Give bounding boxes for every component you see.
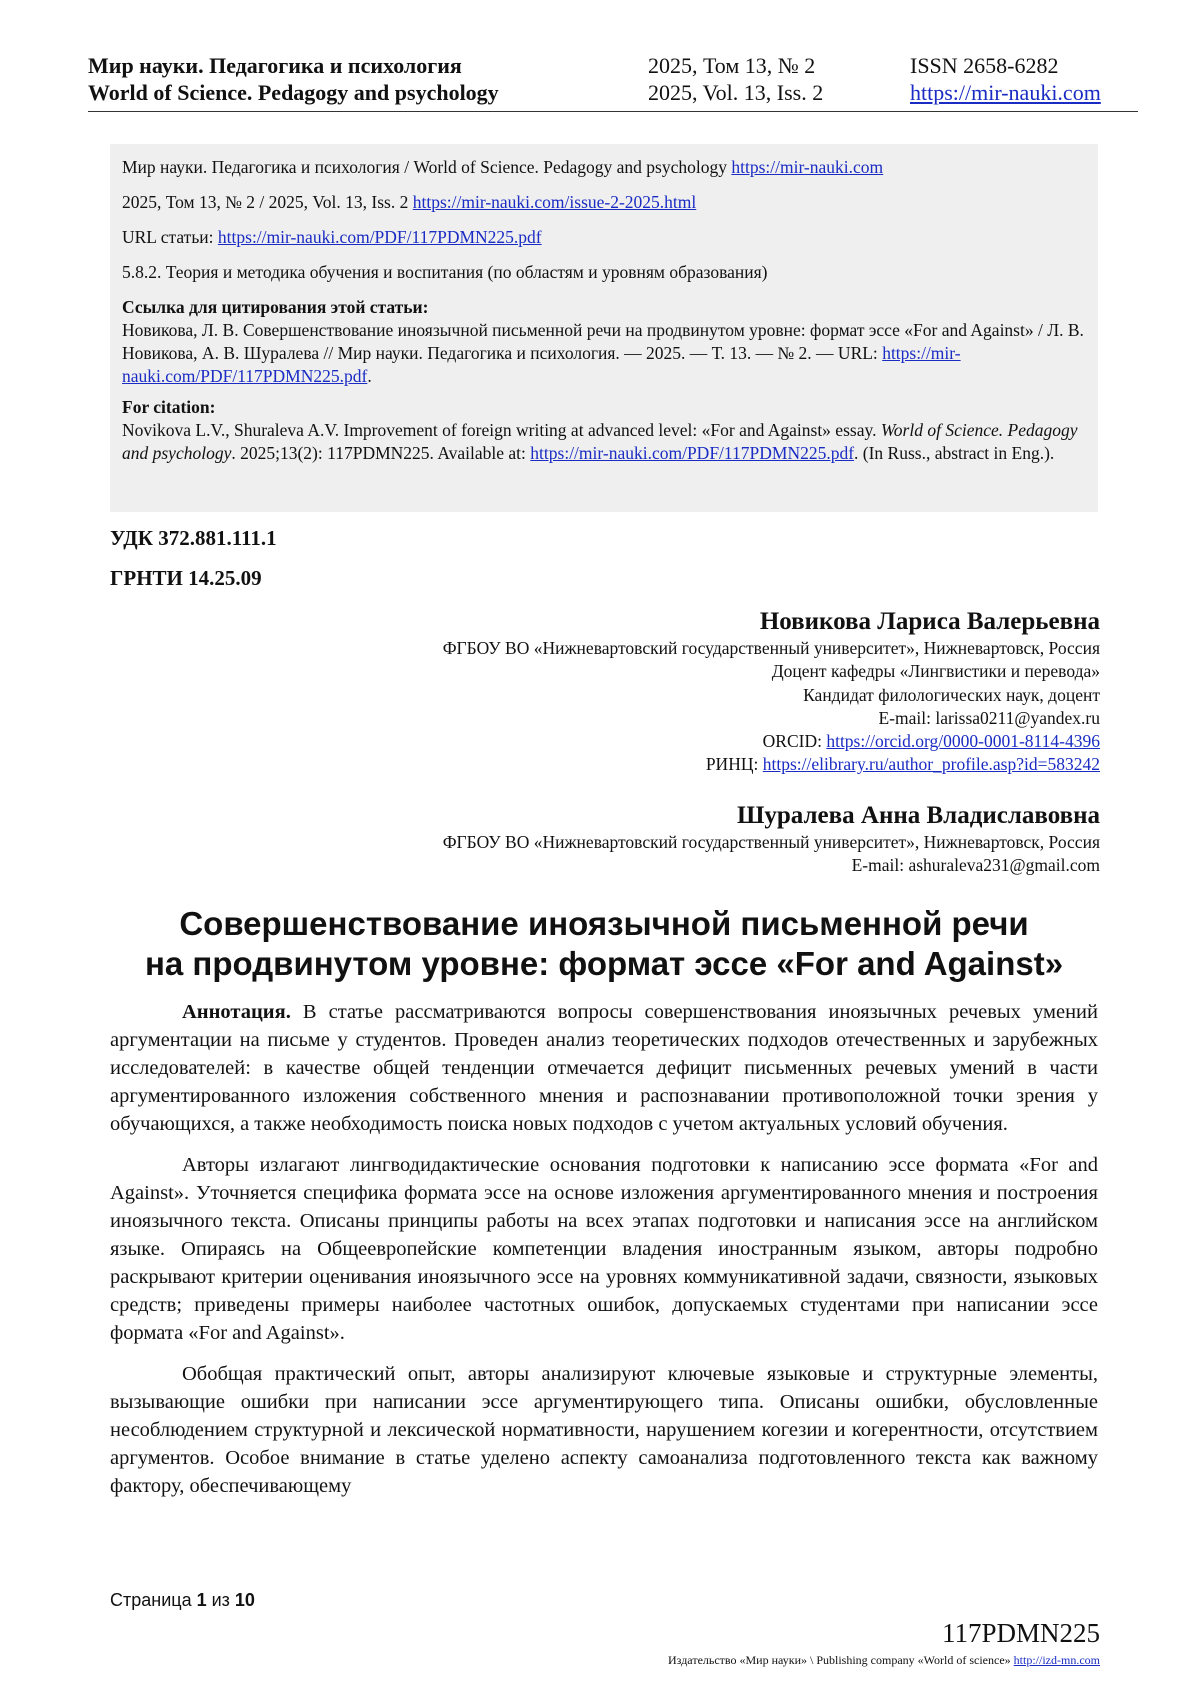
orcid-link[interactable]: https://orcid.org/0000-0001-8114-4396 bbox=[826, 731, 1100, 752]
citation-ru-heading: Ссылка для цитирования этой статьи: bbox=[122, 297, 429, 317]
issn: ISSN 2658-6282 bbox=[910, 53, 1059, 78]
publisher-line: Издательство «Мир науки» \ Publishing company «World of science» http://izd-mn.com bbox=[668, 1653, 1100, 1667]
author-1-block bbox=[443, 607, 1100, 777]
running-header bbox=[88, 52, 1138, 114]
author-1-name: Новикова Лариса Валерьевна bbox=[759, 608, 1100, 635]
author-1-orcid: ORCID: https://orcid.org/0000-0001-8114-4396 bbox=[762, 731, 1100, 752]
journal-name bbox=[88, 52, 499, 106]
page-counter: Страница 1 из 10 bbox=[110, 1590, 255, 1610]
article-title bbox=[110, 904, 1098, 984]
journal-link[interactable]: https://mir-nauki.com bbox=[731, 157, 884, 177]
abstract-paragraph-2: Авторы излагают лингводидактические основания подготовки к написанию эссе формата «For and Against». Уточняется специфика формата эссе на основе изложения аргументированного мнения и построения иноязычного текста. Описаны принципы работы на всех этапах подготовки и написания эссе на английском языке. Опираясь на Общеевропейские компетенции владения иностранным языком, авторы подробно раскрывают критерии оценивания иноязычного эссе на уровнях коммуникативной задачи, связности, языковых средств; приведены примеры наиболее частотных ошибок, допускаемых студентами при написании эссе формата «For and Against». bbox=[110, 1154, 1098, 1344]
infobox-url: URL статьи: https://mir-nauki.com/PDF/117PDMN225.pdf bbox=[122, 227, 542, 247]
abstract-paragraph-1: Аннотация. В статье рассматриваются вопросы совершенствования иноязычных речевых умений аргументации на письме у студентов. Проведен анализ теоретических подходов отечественных и зарубежных исследователей: в качестве общей тенденции отмечается дефицит письменных речевых умений в части аргументированного изложения собственного мнения и распознавании противоположной точки зрения у обучающихся, а также необходимость поиска новых подходов с учетом актуальных условий обучения. bbox=[110, 1001, 1098, 1135]
citation-en-link[interactable]: https://mir-nauki.com/PDF/117PDMN225.pdf bbox=[530, 443, 855, 463]
citation-infobox bbox=[110, 144, 1098, 512]
infobox-issue: 2025, Том 13, № 2 / 2025, Vol. 13, Iss. 2 https://mir-nauki.com/issue-2-2025.html bbox=[122, 192, 697, 212]
infobox-speciality: 5.8.2. Теория и методика обучения и воспитания (по областям и уровням образования) bbox=[122, 262, 768, 282]
author-2-org: ФГБОУ ВО «Нижневартовский государственный университет», Нижневартовск, Россия bbox=[442, 832, 1100, 852]
issn-block bbox=[910, 52, 1101, 106]
title-line-1: Совершенствование иноязычной письменной речи bbox=[179, 905, 1029, 942]
abstract-paragraph-3: Обобщая практический опыт, авторы анализируют ключевые языковые и структурные элементы, вызывающие ошибки при написании эссе аргументирующего типа. Описаны ошибки, обусловленные несоблюдением структурной и лексической нормативности, нарушением когезии и когерентности, отсутствием аргументов. Особое внимание в статье уделено аспекту самоанализа подготовленного текста как важному фактору, обеспечивающему bbox=[110, 1363, 1098, 1497]
article-url-link[interactable]: https://mir-nauki.com/PDF/117PDMN225.pdf bbox=[217, 227, 542, 247]
journal-name-ru: Мир науки. Педагогика и психология bbox=[88, 53, 462, 78]
udk-code: УДК 372.881.111.1 bbox=[110, 526, 277, 550]
journal-name-en: World of Science. Pedagogy and psychology bbox=[88, 80, 499, 105]
author-1-email: E-mail: larissa0211@yandex.ru bbox=[878, 707, 1100, 728]
author-2-email: E-mail: ashuraleva231@gmail.com bbox=[851, 855, 1100, 876]
author-2-block bbox=[443, 801, 1100, 878]
issue-info bbox=[648, 52, 823, 106]
citation-en-heading: For citation: bbox=[122, 397, 216, 417]
header-rule bbox=[88, 111, 1138, 112]
citation-ru-link[interactable]: https://mir-nauki.com/PDF/117PDMN225.pdf bbox=[122, 343, 961, 386]
article-code: 117PDMN225 bbox=[941, 1618, 1100, 1648]
author-1-degree: Кандидат филологических наук, доцент bbox=[803, 684, 1100, 705]
grnti-code: ГРНТИ 14.25.09 bbox=[110, 566, 262, 590]
author-1-rinc: РИНЦ: https://elibrary.ru/author_profile.asp?id=583242 bbox=[705, 754, 1100, 775]
issue-ru: 2025, Том 13, № 2 bbox=[648, 53, 816, 78]
site-link[interactable]: https://mir-nauki.com bbox=[910, 80, 1101, 105]
abstract bbox=[110, 998, 1098, 1513]
issue-link[interactable]: https://mir-nauki.com/issue-2-2025.html bbox=[412, 192, 697, 212]
author-2-name: Шуралева Анна Владиславовна bbox=[736, 802, 1100, 829]
issue-en: 2025, Vol. 13, Iss. 2 bbox=[648, 80, 824, 105]
author-1-org: ФГБОУ ВО «Нижневартовский государственный университет», Нижневартовск, Россия bbox=[442, 638, 1100, 658]
rinc-link[interactable]: https://elibrary.ru/author_profile.asp?id=583242 bbox=[762, 754, 1100, 775]
abstract-label: Аннотация. bbox=[182, 1001, 291, 1023]
citation-ru: Ссылка для цитирования этой статьи: Новикова, Л. В. Совершенствование иноязычной письменной речи на продвинутом уровне: формат эссе «For and Against» / Л. В. Новикова, А. В. Шуралева // Мир науки. Педагогика и психология. — 2025. — Т. 13. — № 2. — URL: https://mir-nauki.com/PDF/117PDMN225.pdf. bbox=[122, 297, 1084, 386]
title-line-2: на продвинутом уровне: формат эссе «For and Against» bbox=[144, 945, 1064, 982]
citation-en: For citation: Novikova L.V., Shuraleva A.V. Improvement of foreign writing at advanced level: «For and Against» essay. World of Science. Pedagogy and psychology. 2025;13(2): 117PDMN225. Available at: https://mir-nauki.com/PDF/117PDMN225.pdf. (In Russ., abstract in Eng.). bbox=[122, 397, 1078, 463]
infobox-journal: Мир науки. Педагогика и психология / World of Science. Pedagogy and psychology https://mir-nauki.com bbox=[122, 157, 884, 177]
publisher-link[interactable]: http://izd-mn.com bbox=[1013, 1653, 1100, 1667]
author-1-position: Доцент кафедры «Лингвистики и перевода» bbox=[771, 661, 1100, 682]
